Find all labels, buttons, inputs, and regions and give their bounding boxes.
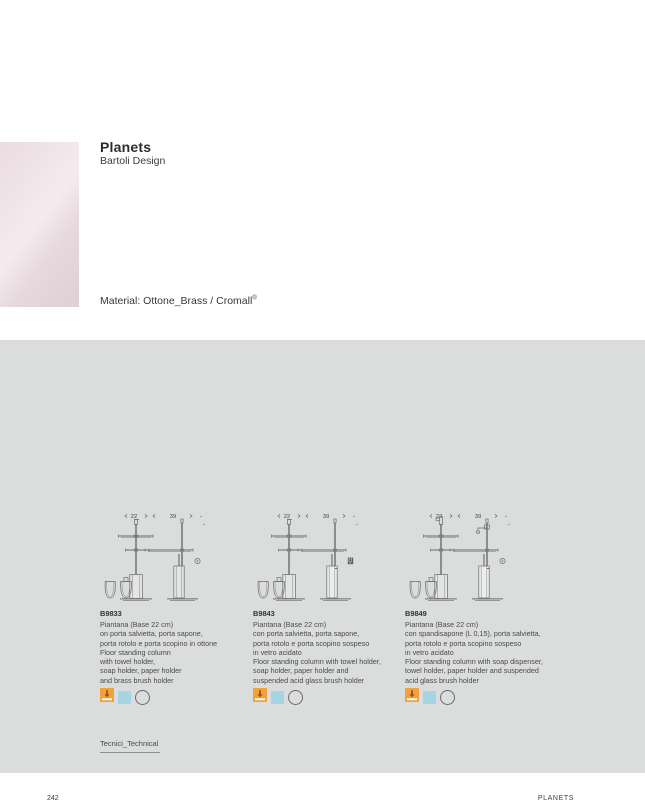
description-line: Piantana (Base 22 cm) (405, 620, 479, 629)
brass-finish-icon (405, 688, 419, 707)
light-blue-finish-icon (271, 691, 284, 704)
description-line: con spandisapone (L 0,15), porta salvietta, (405, 629, 541, 639)
product-column-b9849 (401, 503, 561, 705)
brass-finish-icon (253, 688, 267, 707)
product-description (405, 620, 561, 685)
page-number: 242 (47, 795, 59, 802)
description-line: towel holder, paper holder and suspended (405, 666, 539, 676)
description-line: Floor standing column with towel holder, (253, 657, 381, 667)
light-blue-finish-icon (423, 691, 436, 704)
technical-drawing (249, 503, 369, 605)
description-line: porta rotolo e porta scopino sospeso (253, 638, 370, 648)
description-line: Floor standing column with soap dispenser, (405, 657, 543, 667)
material-line (100, 295, 257, 307)
svg-text:22: 22 (283, 514, 291, 521)
brass-finish-icon (100, 688, 114, 707)
description-line: porta rotolo e porta scopino sospeso (405, 638, 522, 648)
page-title: Planets (100, 139, 152, 155)
description-line: porta rotolo e porta scopino in ottone (100, 638, 218, 648)
product-column-b9833 (96, 503, 256, 705)
product-description (100, 620, 256, 685)
product-description (253, 620, 409, 685)
description-line: on porta salvietta, porta sapone, (100, 629, 203, 639)
material-text: Material: Ottone_Brass / Cromall (100, 295, 253, 307)
description-line: Piantana (Base 22 cm) (100, 620, 174, 629)
description-line: with towel holder, (100, 657, 156, 667)
light-blue-finish-icon (118, 691, 131, 704)
gray-band (0, 340, 645, 773)
chrome-finish-icon (288, 690, 303, 705)
chrome-finish-icon (440, 690, 455, 705)
description-line: in vetro acidato (253, 647, 302, 657)
chrome-finish-icon (135, 690, 150, 705)
description-line: acid glass brush holder (405, 675, 479, 685)
product-code: B9833 (100, 609, 122, 618)
registered-mark: ® (252, 295, 257, 302)
collection-name: PLANETS (537, 795, 574, 802)
technical-drawing (96, 503, 216, 605)
product-code: B9849 (405, 609, 427, 618)
description-line: in vetro acidato (405, 647, 454, 657)
description-line: soap holder, paper holder (100, 666, 182, 676)
designer-name: Bartoli Design (100, 155, 166, 167)
svg-text:39: 39 (322, 514, 330, 521)
description-line: Piantana (Base 22 cm) (253, 620, 327, 629)
technical-drawing (401, 503, 521, 605)
description-line: con porta salvietta, porta sapone, (253, 629, 360, 639)
svg-text:22: 22 (130, 514, 138, 521)
svg-text:39: 39 (474, 514, 482, 521)
product-column-b9843 (249, 503, 409, 705)
finish-swatches (253, 689, 409, 705)
hero-image (0, 142, 79, 307)
svg-text:39: 39 (169, 514, 177, 521)
description-line: soap holder, paper holder and (253, 666, 349, 676)
svg-text:22: 22 (435, 514, 443, 521)
finish-swatches (405, 689, 561, 705)
description-line: and brass brush holder (100, 675, 174, 685)
product-code: B9843 (253, 609, 275, 618)
finish-swatches (100, 689, 256, 705)
description-line: Floor standing column (100, 647, 171, 657)
technical-link[interactable]: Tecnici_Technical (100, 739, 160, 753)
description-line: suspended acid glass brush holder (253, 675, 365, 685)
